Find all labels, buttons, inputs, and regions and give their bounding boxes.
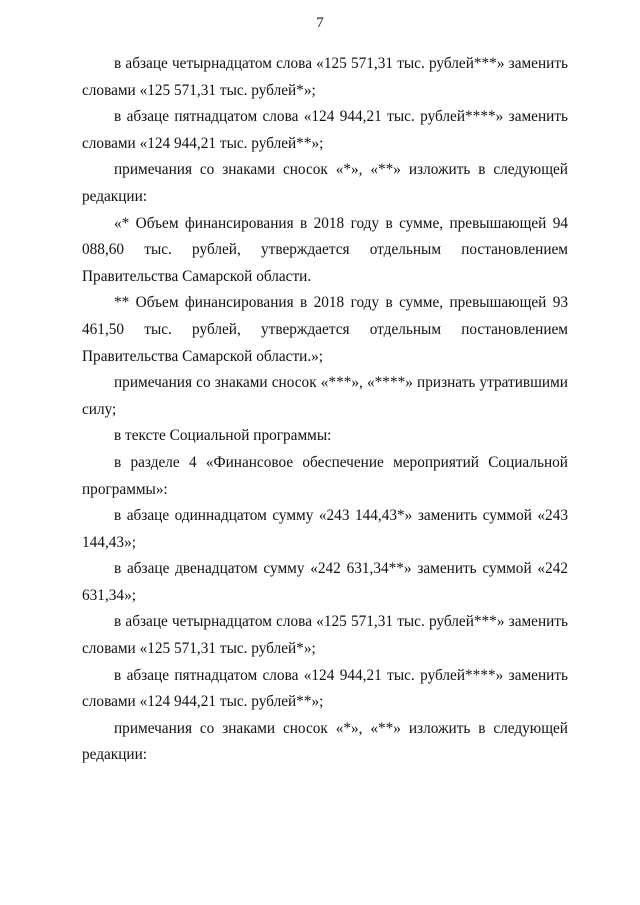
paragraph-7: в тексте Социальной программы: — [114, 427, 332, 445]
paragraph-10: в абзаце двенадцатом сумму «242 631,34**» заменить суммой «242 631,34»; — [82, 560, 568, 604]
paragraph-13: примечания со знаками сносок «*», «**» изложить в следующей редакции: — [82, 719, 568, 764]
paragraph-3: примечания со знаками сносок «*», «**» изложить в следующей редакции: — [82, 161, 568, 205]
paragraph-8: в разделе 4 «Финансовое обеспечение мероприятий Социальной программы»: — [82, 453, 568, 498]
paragraph-4: «* Объем финансирования в 2018 году в сумме, превышающей 94 088,60 тыс. рублей, утверждается отдельным постановлением Правительства Самарской области. — [82, 214, 568, 285]
paragraph-1: в абзаце четырнадцатом слова «125 571,31 тыс. рублей***» заменить словами «125 571,31 тыс. рублей*»; — [82, 55, 568, 99]
paragraph-5: ** Объем финансирования в 2018 году в сумме, превышающей 93 461,50 тыс. рублей, утверждается отдельным постановлением Правительства Самарской области.»; — [82, 294, 568, 365]
paragraph-2: в абзаце пятнадцатом слова «124 944,21 тыс. рублей****» заменить словами «124 944,21 тыс. рублей**»; — [82, 108, 568, 152]
page-number: 7 — [316, 15, 324, 31]
document-body — [82, 51, 568, 769]
paragraph-11: в абзаце четырнадцатом слова «125 571,31 тыс. рублей***» заменить словами «125 571,31 тыс. рублей*»; — [82, 613, 568, 658]
paragraph-6: примечания со знаками сносок «***», «****» признать утратившими силу; — [82, 374, 568, 418]
paragraph-9: в абзаце одиннадцатом сумму «243 144,43*» заменить суммой «243 144,43»; — [82, 507, 568, 551]
paragraph-12: в абзаце пятнадцатом слова «124 944,21 тыс. рублей****» заменить словами «124 944,21 тыс. рублей**»; — [82, 666, 568, 711]
